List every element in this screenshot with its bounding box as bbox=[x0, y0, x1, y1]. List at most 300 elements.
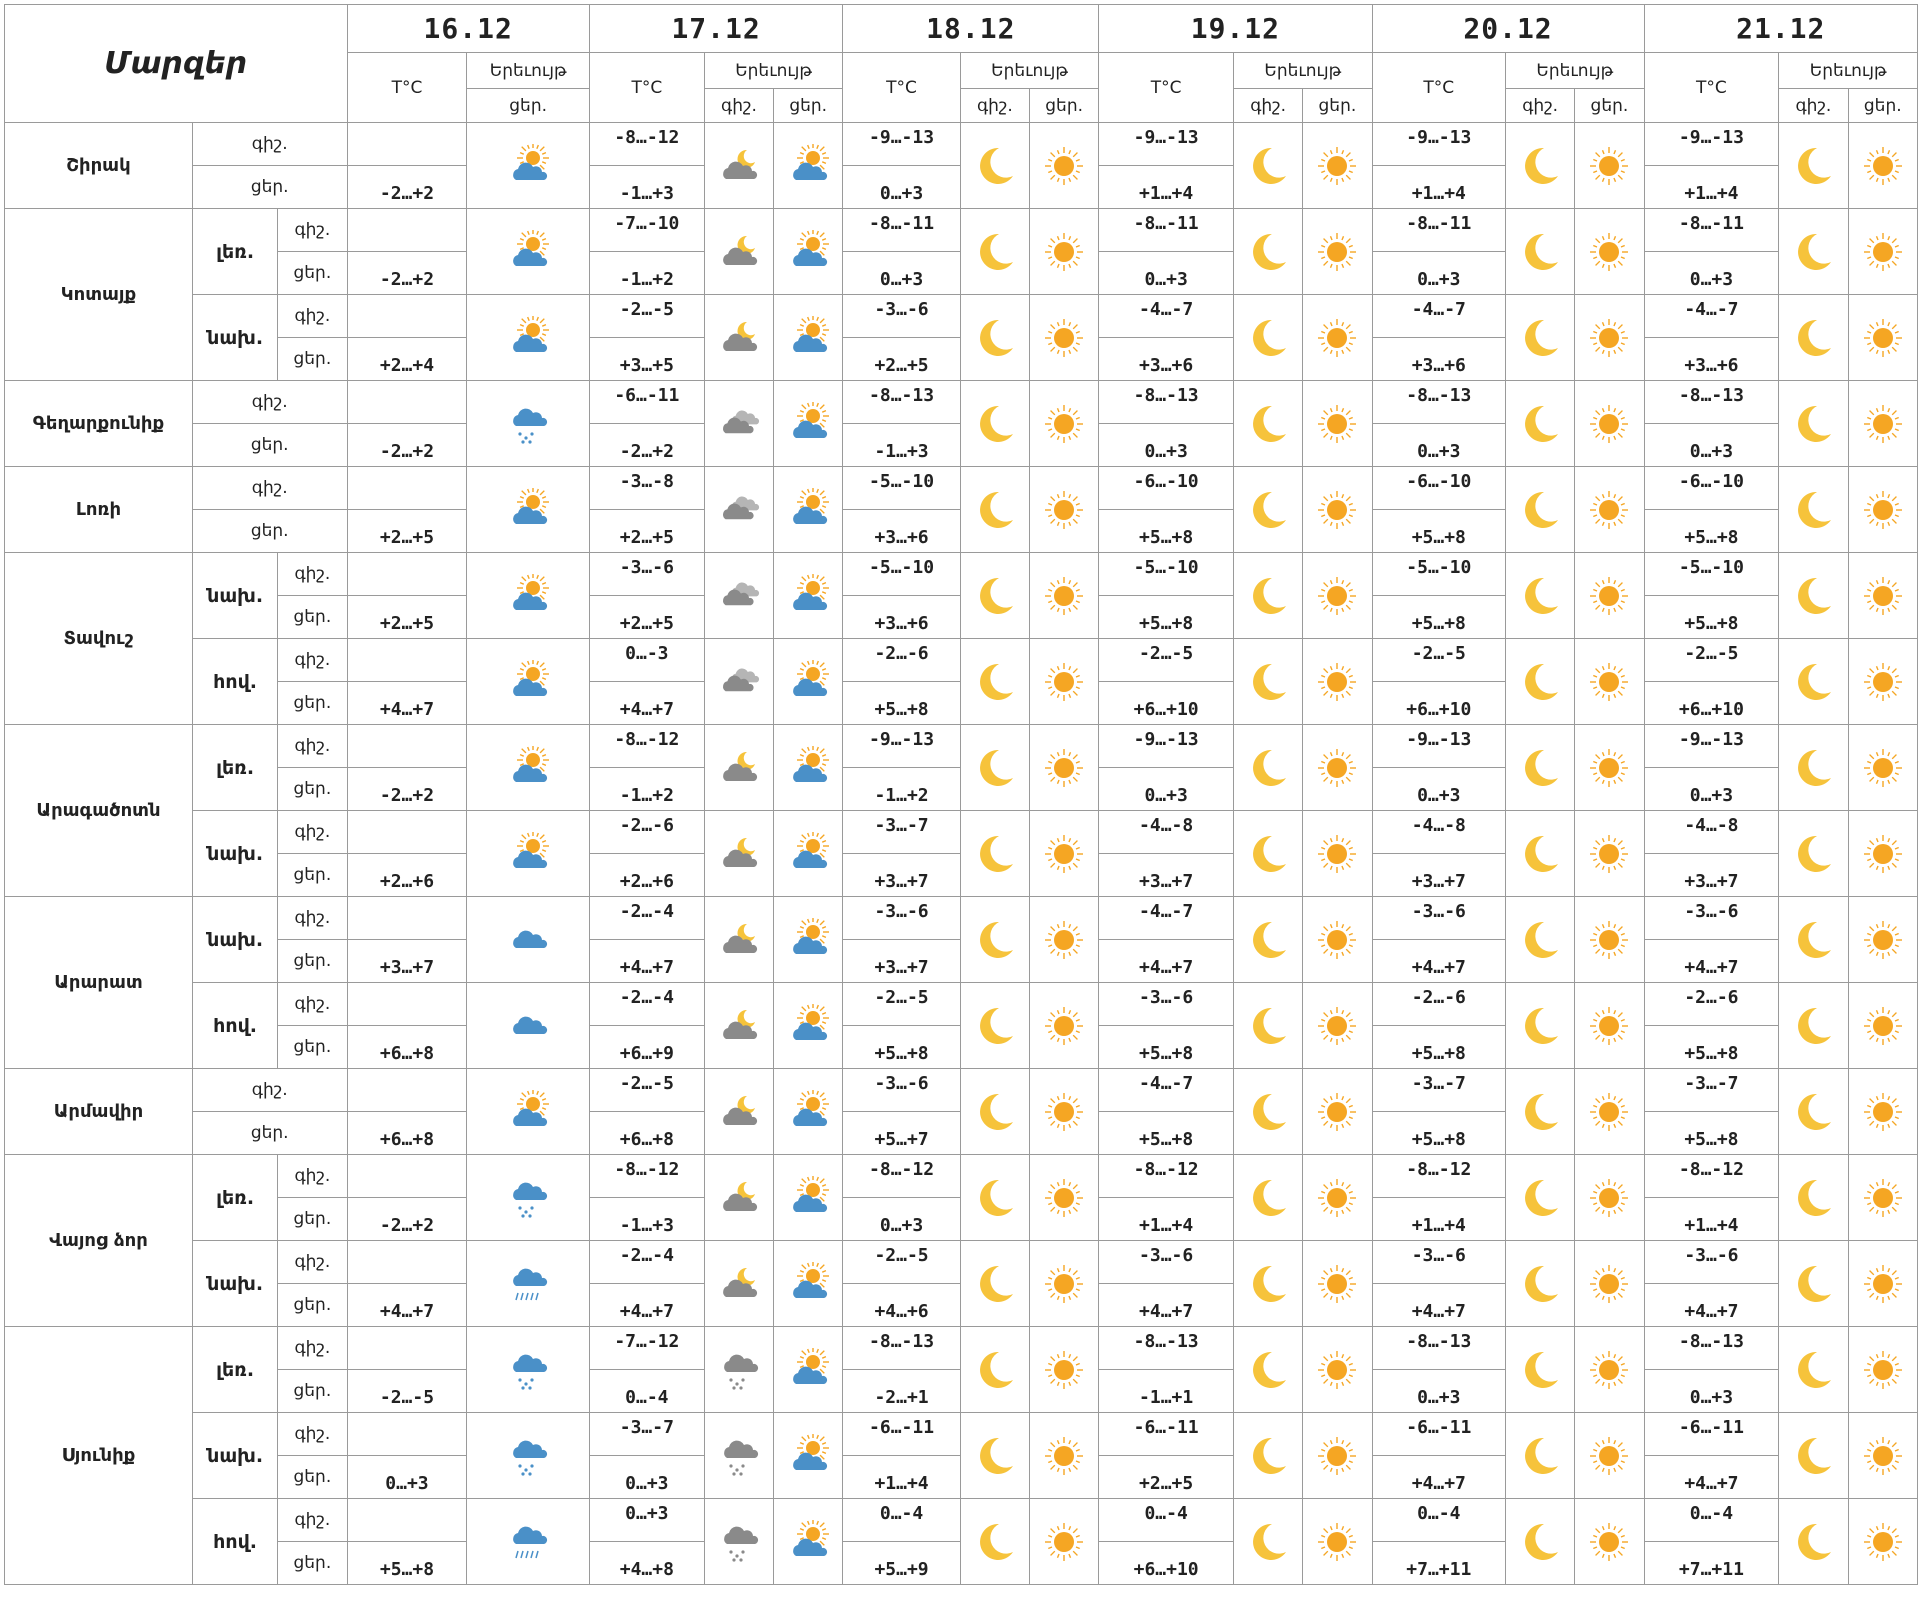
day-temp: +3…+6 bbox=[1372, 338, 1506, 381]
night-label: գիշ. bbox=[192, 467, 347, 510]
day-label: ցեր. bbox=[192, 424, 347, 467]
moon-icon bbox=[1506, 123, 1575, 209]
day-temp: +4…+7 bbox=[1644, 1284, 1779, 1327]
sun-icon bbox=[1848, 1241, 1917, 1327]
moon-cloud-icon bbox=[704, 811, 773, 897]
day-temp: +4…+7 bbox=[347, 1284, 467, 1327]
date-header-2: 18.12 bbox=[843, 5, 1099, 53]
zone-name: հով. bbox=[192, 1499, 277, 1585]
day-temp: +4…+7 bbox=[1372, 1456, 1506, 1499]
sun-cloud-icon bbox=[774, 811, 843, 897]
date-header-4: 20.12 bbox=[1372, 5, 1644, 53]
day-temp: +5…+8 bbox=[1644, 1026, 1779, 1069]
day-temp: +2…+4 bbox=[347, 338, 467, 381]
day-temp: +3…+7 bbox=[347, 940, 467, 983]
sun-cloud-icon bbox=[774, 983, 843, 1069]
table-row bbox=[5, 897, 1918, 940]
sun-icon bbox=[1575, 1413, 1644, 1499]
sun-icon bbox=[1575, 1241, 1644, 1327]
moon-icon bbox=[1779, 381, 1848, 467]
cloudy-icon bbox=[704, 467, 773, 553]
sun-cloud-icon bbox=[774, 725, 843, 811]
region-name: Տավուշ bbox=[5, 553, 193, 725]
night-temp: -7…-12 bbox=[589, 1327, 704, 1370]
sun-icon bbox=[1575, 295, 1644, 381]
day-temp: +4…+7 bbox=[1099, 1284, 1234, 1327]
day-temp: +2…+6 bbox=[589, 854, 704, 897]
night-temp: -2…-5 bbox=[589, 295, 704, 338]
day-header: ցեր. bbox=[774, 89, 843, 123]
night-temp: -8…-11 bbox=[1099, 209, 1234, 252]
night-temp bbox=[347, 553, 467, 596]
sun-icon bbox=[1575, 209, 1644, 295]
night-temp: -5…-10 bbox=[843, 467, 960, 510]
rain-cloud-icon bbox=[467, 1241, 589, 1327]
day-temp: -2…+2 bbox=[347, 768, 467, 811]
night-temp: -9…-13 bbox=[843, 725, 960, 768]
day-label: ցեր. bbox=[278, 1026, 347, 1069]
day-temp: +1…+4 bbox=[1099, 1198, 1234, 1241]
sun-icon bbox=[1303, 553, 1372, 639]
night-temp: -2…-5 bbox=[1372, 639, 1506, 682]
night-temp: -2…-5 bbox=[1644, 639, 1779, 682]
day-temp: +3…+7 bbox=[1099, 854, 1234, 897]
snow-cloud-icon bbox=[467, 1155, 589, 1241]
day-temp: 0…+3 bbox=[589, 1456, 704, 1499]
day-label: ցեր. bbox=[278, 1542, 347, 1585]
sun-icon bbox=[1303, 295, 1372, 381]
day-label: ցեր. bbox=[278, 252, 347, 295]
night-temp bbox=[347, 209, 467, 252]
table-row bbox=[5, 639, 1918, 682]
night-temp: -3…-7 bbox=[843, 811, 960, 854]
moon-icon bbox=[960, 467, 1029, 553]
day-temp: 0…+3 bbox=[1099, 768, 1234, 811]
day-temp: +3…+7 bbox=[1644, 854, 1779, 897]
night-temp: 0…-4 bbox=[1644, 1499, 1779, 1542]
day-temp: +6…+8 bbox=[589, 1112, 704, 1155]
night-temp bbox=[347, 1155, 467, 1198]
night-temp bbox=[347, 1327, 467, 1370]
day-temp: +6…+10 bbox=[1644, 682, 1779, 725]
temp-header: T°C bbox=[1644, 53, 1779, 123]
sun-cloud-icon bbox=[774, 1155, 843, 1241]
night-temp: -2…-5 bbox=[843, 1241, 960, 1284]
day-label: ցեր. bbox=[278, 768, 347, 811]
day-temp: +1…+4 bbox=[1099, 166, 1234, 209]
snow-cloud-icon bbox=[467, 381, 589, 467]
sun-icon bbox=[1030, 639, 1099, 725]
phenomenon-header: Երեւույթ bbox=[467, 53, 589, 89]
phenomenon-header: Երեւույթ bbox=[960, 53, 1098, 89]
night-label: գիշ. bbox=[278, 1241, 347, 1284]
moon-icon bbox=[1234, 1069, 1303, 1155]
zone-name: նախ. bbox=[192, 295, 277, 381]
region-name: Արարատ bbox=[5, 897, 193, 1069]
night-temp: -3…-7 bbox=[1372, 1069, 1506, 1112]
sun-cloud-icon bbox=[774, 209, 843, 295]
sun-icon bbox=[1848, 1327, 1917, 1413]
night-temp: -4…-8 bbox=[1099, 811, 1234, 854]
zone-name: նախ. bbox=[192, 1413, 277, 1499]
night-temp: -2…-4 bbox=[589, 1241, 704, 1284]
night-label: գիշ. bbox=[278, 1413, 347, 1456]
night-temp: -2…-5 bbox=[843, 983, 960, 1026]
sun-icon bbox=[1575, 983, 1644, 1069]
night-temp: -8…-13 bbox=[1099, 381, 1234, 424]
moon-icon bbox=[1779, 897, 1848, 983]
sun-icon bbox=[1575, 897, 1644, 983]
moon-icon bbox=[1234, 1327, 1303, 1413]
zone-name: նախ. bbox=[192, 897, 277, 983]
night-temp: -8…-11 bbox=[843, 209, 960, 252]
night-label: գիշ. bbox=[278, 811, 347, 854]
night-temp: -3…-6 bbox=[1099, 1241, 1234, 1284]
day-label: ցեր. bbox=[278, 940, 347, 983]
moon-icon bbox=[1779, 467, 1848, 553]
temp-header: T°C bbox=[589, 53, 704, 123]
zone-name: հով. bbox=[192, 639, 277, 725]
day-temp: +5…+8 bbox=[1372, 1026, 1506, 1069]
night-temp: -4…-7 bbox=[1099, 295, 1234, 338]
day-temp: +2…+5 bbox=[843, 338, 960, 381]
day-label: ցեր. bbox=[278, 1370, 347, 1413]
night-temp: -9…-13 bbox=[843, 123, 960, 166]
moon-icon bbox=[1234, 983, 1303, 1069]
night-header: գիշ. bbox=[704, 89, 773, 123]
date-header-3: 19.12 bbox=[1099, 5, 1372, 53]
sun-icon bbox=[1303, 811, 1372, 897]
night-temp: -5…-10 bbox=[1644, 553, 1779, 596]
sun-icon bbox=[1575, 811, 1644, 897]
snow-cloud-icon bbox=[467, 1327, 589, 1413]
night-temp: -2…-6 bbox=[1644, 983, 1779, 1026]
moon-icon bbox=[960, 811, 1029, 897]
moon-icon bbox=[1506, 639, 1575, 725]
sun-icon bbox=[1030, 1499, 1099, 1585]
moon-icon bbox=[1234, 811, 1303, 897]
sun-icon bbox=[1848, 1413, 1917, 1499]
night-temp bbox=[347, 123, 467, 166]
sun-cloud-icon bbox=[467, 467, 589, 553]
day-temp: +5…+9 bbox=[843, 1542, 960, 1585]
day-temp: +7…+11 bbox=[1644, 1542, 1779, 1585]
forecast-table bbox=[4, 4, 1918, 1585]
sun-icon bbox=[1575, 467, 1644, 553]
moon-icon bbox=[1506, 897, 1575, 983]
night-temp: -2…-6 bbox=[843, 639, 960, 682]
night-temp: -6…-11 bbox=[1099, 1413, 1234, 1456]
sun-icon bbox=[1575, 1155, 1644, 1241]
night-temp: -3…-8 bbox=[589, 467, 704, 510]
table-row bbox=[5, 1241, 1918, 1284]
sun-icon bbox=[1303, 983, 1372, 1069]
moon-icon bbox=[960, 381, 1029, 467]
day-temp: +4…+7 bbox=[589, 682, 704, 725]
moon-icon bbox=[960, 1241, 1029, 1327]
day-temp: -1…+3 bbox=[589, 166, 704, 209]
day-temp: +5…+8 bbox=[1644, 596, 1779, 639]
day-label: ցեր. bbox=[278, 1198, 347, 1241]
moon-icon bbox=[1506, 209, 1575, 295]
day-temp: +6…+9 bbox=[589, 1026, 704, 1069]
zone-name: լեռ. bbox=[192, 209, 277, 295]
day-temp: +6…+10 bbox=[1099, 682, 1234, 725]
night-label: գիշ. bbox=[278, 1499, 347, 1542]
day-temp: 0…+3 bbox=[1372, 1370, 1506, 1413]
night-label: գիշ. bbox=[192, 1069, 347, 1112]
night-temp: -6…-11 bbox=[843, 1413, 960, 1456]
day-label: ցեր. bbox=[278, 682, 347, 725]
night-label: գիշ. bbox=[278, 725, 347, 768]
night-temp: -8…-12 bbox=[589, 1155, 704, 1198]
region-name: Արագածոտն bbox=[5, 725, 193, 897]
cloud-icon bbox=[467, 983, 589, 1069]
day-temp: +5…+8 bbox=[1372, 510, 1506, 553]
day-temp: 0…+3 bbox=[1372, 768, 1506, 811]
night-label: գիշ. bbox=[192, 123, 347, 166]
day-temp: 0…+3 bbox=[843, 166, 960, 209]
night-temp: -9…-13 bbox=[1644, 123, 1779, 166]
day-temp: +5…+8 bbox=[1099, 1112, 1234, 1155]
night-temp: -5…-10 bbox=[843, 553, 960, 596]
moon-icon bbox=[1506, 467, 1575, 553]
night-temp: -6…-10 bbox=[1099, 467, 1234, 510]
sun-icon bbox=[1303, 1327, 1372, 1413]
phenomenon-header: Երեւույթ bbox=[1234, 53, 1372, 89]
sun-cloud-icon bbox=[774, 381, 843, 467]
temp-header: T°C bbox=[1099, 53, 1234, 123]
day-temp: +1…+4 bbox=[1372, 166, 1506, 209]
zone-name: նախ. bbox=[192, 553, 277, 639]
moon-icon bbox=[1506, 725, 1575, 811]
moon-icon bbox=[960, 725, 1029, 811]
day-temp: +6…+10 bbox=[1099, 1542, 1234, 1585]
grey-snow-cloud-icon bbox=[704, 1413, 773, 1499]
moon-icon bbox=[1506, 811, 1575, 897]
day-temp: -2…+2 bbox=[347, 1198, 467, 1241]
day-temp: +6…+8 bbox=[347, 1112, 467, 1155]
sun-icon bbox=[1030, 123, 1099, 209]
night-label: գիշ. bbox=[278, 983, 347, 1026]
moon-icon bbox=[1234, 1241, 1303, 1327]
sun-cloud-icon bbox=[467, 209, 589, 295]
day-temp: +6…+10 bbox=[1372, 682, 1506, 725]
day-temp: -1…+3 bbox=[589, 1198, 704, 1241]
sun-icon bbox=[1575, 725, 1644, 811]
sun-icon bbox=[1030, 1241, 1099, 1327]
night-header: գիշ. bbox=[1234, 89, 1303, 123]
day-temp: +1…+4 bbox=[1644, 1198, 1779, 1241]
sun-icon bbox=[1030, 295, 1099, 381]
day-temp: 0…+3 bbox=[843, 252, 960, 295]
region-name: Գեղարքունիք bbox=[5, 381, 193, 467]
night-temp: -9…-13 bbox=[1099, 123, 1234, 166]
day-header: ցեր. bbox=[1030, 89, 1099, 123]
night-temp: 0…+3 bbox=[589, 1499, 704, 1542]
sun-icon bbox=[1575, 553, 1644, 639]
moon-icon bbox=[960, 983, 1029, 1069]
sun-icon bbox=[1575, 1499, 1644, 1585]
night-temp bbox=[347, 811, 467, 854]
cloudy-icon bbox=[704, 553, 773, 639]
region-name: Արմավիր bbox=[5, 1069, 193, 1155]
day-temp: -1…+2 bbox=[589, 768, 704, 811]
day-temp: -1…+3 bbox=[843, 424, 960, 467]
night-temp: -8…-12 bbox=[843, 1155, 960, 1198]
night-temp bbox=[347, 381, 467, 424]
cloudy-icon bbox=[704, 381, 773, 467]
sun-icon bbox=[1030, 1155, 1099, 1241]
table-row bbox=[5, 467, 1918, 510]
moon-icon bbox=[1779, 553, 1848, 639]
sun-cloud-icon bbox=[467, 725, 589, 811]
night-temp: -8…-13 bbox=[1644, 381, 1779, 424]
sun-cloud-icon bbox=[774, 553, 843, 639]
moon-icon bbox=[1779, 1069, 1848, 1155]
night-temp bbox=[347, 1241, 467, 1284]
sun-cloud-icon bbox=[467, 295, 589, 381]
day-temp: +4…+7 bbox=[589, 1284, 704, 1327]
day-label: ցեր. bbox=[278, 1284, 347, 1327]
night-temp: -3…-6 bbox=[1644, 1241, 1779, 1284]
night-temp: -8…-12 bbox=[589, 725, 704, 768]
night-label: գիշ. bbox=[278, 1327, 347, 1370]
night-temp: -4…-7 bbox=[1372, 295, 1506, 338]
sun-icon bbox=[1848, 639, 1917, 725]
night-temp bbox=[347, 467, 467, 510]
night-temp: -3…-7 bbox=[1644, 1069, 1779, 1112]
moon-icon bbox=[1779, 811, 1848, 897]
night-temp: -6…-10 bbox=[1372, 467, 1506, 510]
moon-icon bbox=[960, 209, 1029, 295]
cloud-icon bbox=[467, 897, 589, 983]
night-temp: -4…-8 bbox=[1372, 811, 1506, 854]
day-temp: +4…+6 bbox=[843, 1284, 960, 1327]
table-row bbox=[5, 1413, 1918, 1456]
moon-icon bbox=[1506, 295, 1575, 381]
table-row bbox=[5, 209, 1918, 252]
cloudy-icon bbox=[704, 639, 773, 725]
day-temp: +1…+4 bbox=[1644, 166, 1779, 209]
moon-cloud-icon bbox=[704, 1069, 773, 1155]
day-temp: +5…+7 bbox=[843, 1112, 960, 1155]
night-temp: -8…-12 bbox=[1372, 1155, 1506, 1198]
grey-snow-cloud-icon bbox=[704, 1327, 773, 1413]
sun-icon bbox=[1848, 123, 1917, 209]
sun-icon bbox=[1303, 1499, 1372, 1585]
temp-header: T°C bbox=[1372, 53, 1506, 123]
sun-icon bbox=[1030, 1327, 1099, 1413]
sun-icon bbox=[1303, 381, 1372, 467]
day-header: ցեր. bbox=[1303, 89, 1372, 123]
table-row bbox=[5, 1155, 1918, 1198]
moon-cloud-icon bbox=[704, 209, 773, 295]
moon-icon bbox=[960, 897, 1029, 983]
sun-icon bbox=[1030, 553, 1099, 639]
moon-icon bbox=[1779, 209, 1848, 295]
day-temp: 0…+3 bbox=[1644, 424, 1779, 467]
day-temp: +3…+5 bbox=[589, 338, 704, 381]
moon-cloud-icon bbox=[704, 123, 773, 209]
night-label: գիշ. bbox=[278, 295, 347, 338]
night-temp: -8…-13 bbox=[1099, 1327, 1234, 1370]
sun-cloud-icon bbox=[774, 1499, 843, 1585]
day-temp: +3…+6 bbox=[843, 596, 960, 639]
sun-icon bbox=[1575, 123, 1644, 209]
day-temp: +5…+8 bbox=[1099, 1026, 1234, 1069]
sun-cloud-icon bbox=[774, 1413, 843, 1499]
moon-icon bbox=[1506, 1241, 1575, 1327]
moon-icon bbox=[1234, 553, 1303, 639]
day-header: ցեր. bbox=[467, 89, 589, 123]
day-temp: +4…+7 bbox=[347, 682, 467, 725]
night-temp bbox=[347, 1413, 467, 1456]
sun-cloud-icon bbox=[774, 639, 843, 725]
moon-icon bbox=[1779, 1241, 1848, 1327]
temp-header: T°C bbox=[347, 53, 467, 123]
table-row bbox=[5, 725, 1918, 768]
phenomenon-header: Երեւույթ bbox=[704, 53, 842, 89]
night-temp bbox=[347, 1069, 467, 1112]
region-name: Վայոց ձոր bbox=[5, 1155, 193, 1327]
region-name: Կոտայք bbox=[5, 209, 193, 381]
zone-name: լեռ. bbox=[192, 1327, 277, 1413]
moon-icon bbox=[1234, 123, 1303, 209]
sun-icon bbox=[1030, 725, 1099, 811]
night-temp: -4…-7 bbox=[1099, 1069, 1234, 1112]
moon-icon bbox=[1234, 381, 1303, 467]
night-temp: -8…-13 bbox=[1372, 381, 1506, 424]
moon-icon bbox=[1234, 1155, 1303, 1241]
sun-cloud-icon bbox=[467, 639, 589, 725]
night-temp bbox=[347, 639, 467, 682]
sun-cloud-icon bbox=[774, 1327, 843, 1413]
day-temp: -1…+1 bbox=[1099, 1370, 1234, 1413]
sun-cloud-icon bbox=[467, 553, 589, 639]
day-temp: +2…+5 bbox=[347, 596, 467, 639]
moon-cloud-icon bbox=[704, 725, 773, 811]
sun-cloud-icon bbox=[467, 1069, 589, 1155]
moon-icon bbox=[1779, 639, 1848, 725]
day-temp: +4…+7 bbox=[1644, 1456, 1779, 1499]
sun-cloud-icon bbox=[774, 123, 843, 209]
day-temp: -1…+2 bbox=[589, 252, 704, 295]
table-row bbox=[5, 983, 1918, 1026]
night-temp: -2…-6 bbox=[589, 811, 704, 854]
night-temp: -3…-6 bbox=[1644, 897, 1779, 940]
night-temp: -8…-13 bbox=[843, 381, 960, 424]
moon-icon bbox=[1506, 983, 1575, 1069]
day-temp: +5…+8 bbox=[347, 1542, 467, 1585]
day-temp: +1…+4 bbox=[843, 1456, 960, 1499]
night-temp: -2…-4 bbox=[589, 897, 704, 940]
moon-icon bbox=[960, 1499, 1029, 1585]
table-row bbox=[5, 1069, 1918, 1112]
day-temp: +1…+4 bbox=[1372, 1198, 1506, 1241]
day-temp: -2…+2 bbox=[347, 252, 467, 295]
night-header: գիշ. bbox=[1506, 89, 1575, 123]
day-temp: +2…+5 bbox=[589, 510, 704, 553]
sun-icon bbox=[1303, 639, 1372, 725]
snow-cloud-icon bbox=[467, 1413, 589, 1499]
sun-icon bbox=[1848, 983, 1917, 1069]
sun-cloud-icon bbox=[774, 1241, 843, 1327]
moon-icon bbox=[1779, 1155, 1848, 1241]
day-temp: 0…+3 bbox=[1644, 768, 1779, 811]
moon-icon bbox=[960, 295, 1029, 381]
night-temp: -9…-13 bbox=[1644, 725, 1779, 768]
